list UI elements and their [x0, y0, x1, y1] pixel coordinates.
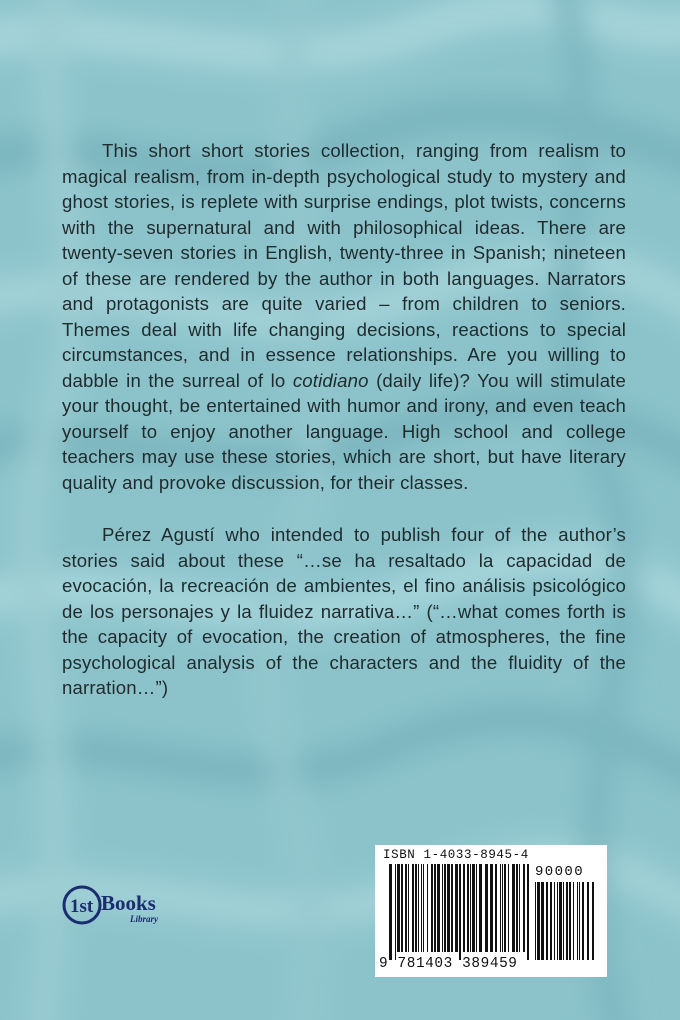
barcode-bar — [401, 864, 403, 952]
ean-number: 9 781403 389459 — [379, 956, 518, 972]
barcode-bar — [434, 864, 436, 952]
barcode-bar — [559, 882, 562, 960]
barcode-bar — [455, 864, 458, 952]
barcode-bar — [412, 864, 414, 952]
barcode-bar — [563, 882, 564, 960]
barcode-bar — [577, 882, 578, 960]
barcode-bar — [557, 882, 558, 960]
barcode-bar — [579, 882, 580, 960]
barcode-bar — [395, 864, 396, 960]
barcode-bar — [447, 864, 450, 952]
barcode-bar — [418, 864, 419, 952]
barcode-bar — [592, 882, 594, 960]
blurb-paragraph-1-end: (daily life)? You will stimulate your thought, be entertained with humor and irony, and even teach yourself to enjoy another language. High school and college teachers may use these stories, which are short, but have literary quality and provoke discussion, for their classes. — [62, 369, 626, 493]
logo-brand: Books — [101, 891, 156, 915]
barcode-bar — [485, 864, 488, 952]
price-addon-bars — [535, 882, 597, 960]
barcode-bar — [405, 864, 407, 952]
barcode-bar — [566, 882, 568, 960]
barcode-bar — [476, 864, 477, 952]
publisher-logo — [62, 882, 172, 928]
logo-number: 1st — [70, 896, 94, 917]
barcode-bar — [459, 864, 461, 960]
barcode-bar — [537, 882, 540, 960]
barcode-bar — [582, 882, 584, 960]
back-cover-blurb — [62, 138, 626, 701]
isbn-barcode — [375, 845, 607, 977]
barcode-bar — [442, 864, 443, 952]
ean-barcode-bars — [389, 864, 531, 960]
barcode-bar — [512, 864, 515, 952]
barcode-bar — [389, 864, 392, 960]
blurb-paragraph-2: Pérez Agustí who intended to publish four of the author’s stories said about these “…se ha resaltado la capacidad de evocación, la recreación de ambientes, el fino análisis psicológico de los personajes y la fluidez narrativa…” (“…what comes forth is the capacity of evocation, the creation of atmospheres, the fine psychological analysis of the characters and the fluidity of the narration…”) — [62, 524, 626, 698]
barcode-bar — [504, 864, 506, 952]
barcode-bar — [437, 864, 440, 952]
barcode-bar — [527, 864, 529, 960]
barcode-bar — [415, 864, 417, 952]
barcode-bar — [463, 864, 465, 952]
isbn-label: ISBN 1-4033-8945-4 — [383, 848, 529, 862]
barcode-bar — [421, 864, 422, 952]
barcode-bar — [541, 882, 544, 960]
barcode-bar — [587, 882, 589, 960]
barcode-bar — [467, 864, 469, 952]
barcode-bar — [490, 864, 493, 952]
italic-term: cotidiano — [292, 369, 369, 391]
barcode-bar — [519, 864, 520, 952]
barcode-bar — [397, 864, 400, 952]
barcode-bar — [569, 882, 571, 960]
logo-subtitle: Library — [130, 914, 158, 924]
barcode-bar — [508, 864, 509, 952]
barcode-bar — [472, 864, 475, 952]
barcode-bar — [451, 864, 453, 952]
barcode-bar — [423, 864, 424, 952]
barcode-bar — [550, 882, 552, 960]
barcode-bar — [535, 882, 536, 960]
barcode-bar — [444, 864, 446, 952]
blurb-paragraph-1 — [62, 138, 626, 495]
barcode-bar — [431, 864, 433, 952]
barcode-bar — [500, 864, 501, 952]
barcode-bar — [427, 864, 428, 952]
barcode-bar — [546, 882, 548, 960]
barcode-bar — [516, 864, 518, 952]
blurb-paragraph-1-text: This short short stories collection, ranging from realism to magical realism, from in-depth psychological study to mystery and ghost stories, is replete with surprise endings, plot twists, concerns with the supernatural and with philosophical ideas. There are twenty-seven stories in English, twenty-three in Spanish; nineteen of these are rendered by the author in both languages. Narrators and protagonists are quite varied – from children to seniors. Themes deal with life changing decisions, reactions to special circumstances, and in essence relationships. Are you willing to dabble in the surreal of lo — [62, 140, 626, 391]
barcode-bar — [554, 882, 555, 960]
barcode-bar — [495, 864, 497, 952]
barcode-bar — [408, 864, 409, 952]
barcode-bar — [502, 864, 503, 952]
barcode-bar — [479, 864, 482, 952]
barcode-bar — [470, 864, 471, 952]
barcode-bar — [573, 882, 574, 960]
barcode-bar — [523, 864, 525, 952]
price-code: 90000 — [535, 864, 585, 880]
